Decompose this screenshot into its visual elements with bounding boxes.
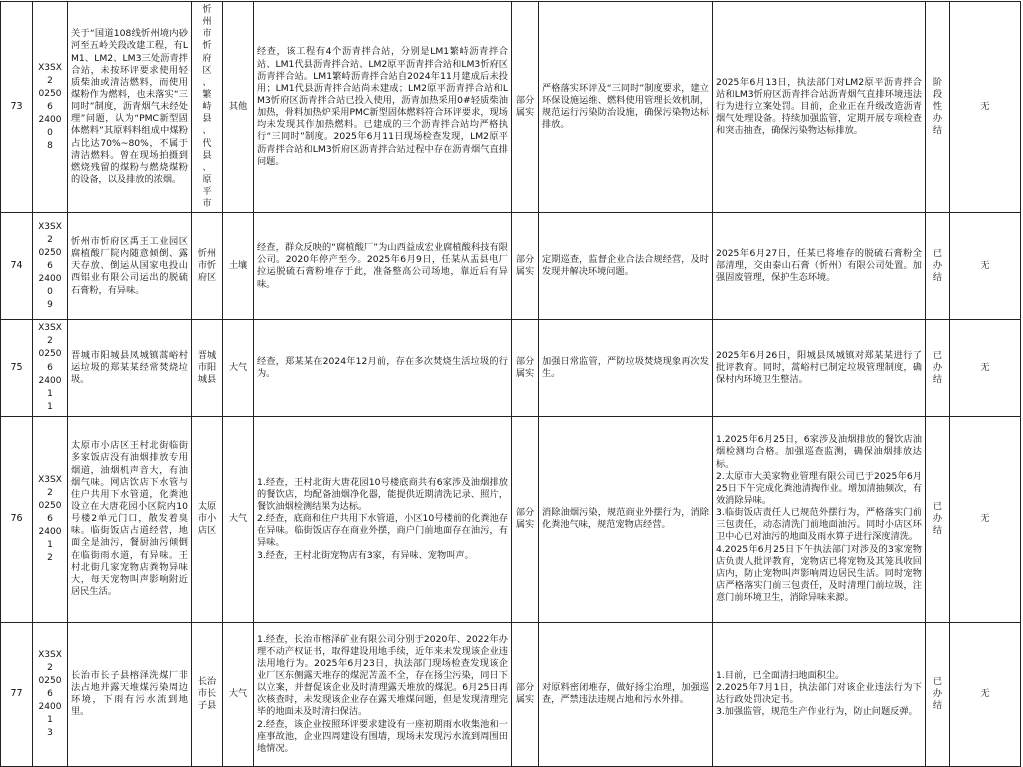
region-cell	[192, 320, 223, 416]
row-number-cell	[1, 416, 33, 622]
table-row	[1, 416, 1021, 622]
rectification-result-line: 3.临街饭店责任人已规范外摆行为，严格落实门前三包责任，动态清洗门前地面油污。同时小店区环卫中心已对油污的地面及雨水算子进行深度清洗。	[716, 507, 922, 543]
investigation-finding-line: 1.经查，长治市榕泽矿业有限公司分别于2020年、2022年办理不动产权证书，取得建设用地手续，近年来未发现该企业违法用地行为。2025年6月23日，执法部门现场检查发现该企业厂区东侧露天堆存的煤泥苫盖不全，存在扬尘污染，同日下以立案，并督促该企业及时清理露天堆放的煤泥。6月25日再次核查时，未发现该企业存在露天堆煤问题，但是发现清理完毕的地面未及时清扫保洁。	[257, 633, 508, 718]
region-line: 府	[202, 52, 212, 64]
row-number: 73	[10, 100, 23, 112]
investigation-finding: 经查，郑某某在2024年12月前，存在多次焚烧生活垃圾的行为。	[257, 355, 508, 380]
case-code-cell	[33, 320, 68, 416]
verdict-line: 属实	[515, 107, 535, 119]
accountability-cell	[950, 622, 1021, 766]
petition-table	[0, 1, 1021, 767]
region-line: 市阳	[197, 361, 217, 373]
case-status-line: 结	[932, 525, 943, 537]
pollution-type: 其他	[228, 101, 248, 113]
complaint-text-cell	[68, 416, 192, 622]
accountability-cell	[950, 320, 1021, 416]
pollution-type: 大气	[228, 513, 248, 525]
region-line: 府区	[197, 272, 217, 284]
investigation-finding-cell	[254, 2, 512, 213]
verdict-line: 部分	[515, 682, 535, 694]
case-code-line: 02506	[38, 88, 62, 112]
case-status-line: 已办	[932, 349, 943, 373]
region-line: 繁	[202, 88, 212, 100]
region-cell	[192, 622, 223, 766]
case-code-line: X3SX2	[38, 323, 62, 347]
rectification-result: 2025年6月13日，执法部门对LM2原平沥青拌合站和LM3忻府区沥青拌合站沥青烟气直排环境违法行为进行立案处罚。目前，企业正在升级改造沥青烟气处理设备。持续加强监管，定期开展专项检查和突击抽查，确保污染物达标排放。	[716, 76, 922, 137]
region-line: 县	[202, 149, 212, 161]
table-row	[1, 213, 1021, 320]
case-code-line: 3	[47, 727, 53, 738]
accountability: 无	[980, 361, 990, 373]
investigation-finding-cell	[254, 416, 512, 622]
case-code-line: 02506	[38, 500, 62, 524]
region-line: 市	[202, 28, 212, 40]
case-status-line: 已办	[932, 248, 943, 272]
table-row	[1, 622, 1021, 766]
region-cell	[192, 2, 223, 213]
rectification-result-line: 1.目前，已全面清扫地面积尘。	[716, 669, 845, 681]
accountability: 无	[980, 513, 990, 525]
case-status-line: 已办	[932, 501, 943, 525]
row-number: 77	[10, 687, 23, 699]
row-number-cell	[1, 213, 33, 320]
verdict-line: 属实	[515, 368, 535, 380]
verdict-line: 部分	[515, 355, 535, 367]
rectification-result: 2025年6月27日，任某已将堆存的脱硫石膏粉全部清理，交由泰山石膏（忻州）有限公司处置。加强固废管理，保护生态环境。	[716, 248, 922, 284]
region-line: 县	[202, 113, 212, 125]
region-line: 代	[202, 137, 212, 149]
investigation-finding-line: 2.经查，底商和住户共用下水管道，小区10号楼前的化粪池存在异味。临街饭店存在商业外摆，商户门前地面存在油污，有异味。	[257, 513, 508, 549]
case-code-line: X3SX2	[38, 474, 62, 498]
region-line: 晋城	[197, 349, 217, 361]
rectification-result-cell	[713, 213, 926, 320]
case-code-line: X3SX2	[38, 649, 62, 673]
verdict-cell	[512, 320, 539, 416]
accountability: 无	[980, 260, 990, 272]
row-number-cell	[1, 622, 33, 766]
case-code-line: 24000	[38, 114, 62, 138]
complaint-text-cell	[68, 320, 192, 416]
complaint-text: 太原市小店区王村北街临街多家饭店没有油烟排放专用烟道，油烟机声音大，有油烟气味。网店饮店下水管与住户共用下水管道，化粪池设立在大唐花园小区院内10号楼2单元门口，散发着臭味。临街饭店占道经营，地面全是油污，餐厨油污倾倒在临街雨水道，有异味。王村北街几家宠物店粪物异味大，每天宠物叫声影响附近居民生活。	[71, 440, 188, 597]
region-line: 区	[202, 64, 212, 76]
rectification-result-cell	[713, 416, 926, 622]
region-line: 市长	[197, 688, 217, 700]
case-status-line: 结	[932, 374, 943, 386]
rectification-measure-cell	[539, 622, 713, 766]
region-line: 、	[202, 161, 212, 173]
rectification-result-line: 2.2025年7月1日，执法部门对该企业违法行为下达行政处罚决定书。	[716, 682, 922, 706]
rectification-result-cell	[713, 622, 926, 766]
region-line: 太原	[197, 501, 217, 512]
rectification-result-line: 2.太原市大美家物业管理有限公司已于2025年6月25日下午完成化粪池清掏作业。增加清抽频次，有效消除异味。	[716, 470, 922, 506]
case-code-line: 24001	[38, 526, 62, 550]
verdict-cell	[512, 2, 539, 213]
complaint-text-cell	[68, 213, 192, 320]
investigation-finding-line: 3.经查，王村北街宠物店有3家，有异味、宠物叫声。	[257, 549, 474, 561]
complaint-text: 长治市长子县榕泽洗煤厂非法占地并露天堆煤污染周边环境，下雨有污水流到地里。	[71, 669, 188, 718]
investigation-finding-cell	[254, 213, 512, 320]
row-number: 74	[10, 260, 23, 272]
case-status-cell	[926, 622, 950, 766]
rectification-result-line: 3.加强监管，规范生产作业行为，防止问题反弹。	[716, 706, 918, 718]
row-number-cell	[1, 2, 33, 213]
verdict-cell	[512, 416, 539, 622]
investigation-finding: 经查，该工程有4个沥青拌合站，分别是LM1繁峙沥青拌合站、LM1代县沥青拌合站、LM2原平沥青拌合站和LM3忻府区沥青拌合站。LM1繁峙沥青拌合站自2024年11月建成后未投用；LM1代县沥青拌合站尚未建成；LM2原平沥青拌合站和LM3忻府区沥青拌合站已投入使用，沥青加热采用0#轻质柴油加热，骨料加热炉采用PMC新型固体燃料符合环评要求，现场均未发现其作加热燃料。已建成的三个沥青拌合站均严格执行“三同时”制度。2025年6月11日现场检查发现，LM2原平沥青拌合站和LM3忻府区沥青拌合站过程中存在沥青烟气直排问题。	[257, 46, 508, 167]
pollution-type-cell	[223, 622, 254, 766]
table-body	[1, 2, 1021, 767]
row-number: 75	[10, 361, 23, 373]
rectification-measure-cell	[539, 2, 713, 213]
case-code-line: 02506	[38, 675, 62, 699]
case-code-cell	[33, 416, 68, 622]
complaint-text: 忻州市忻府区禹王工业园区腐植酸厂院内随意倾倒、露天存放、倒运从国家电投山西铝业有限公司运出的脱硫石膏粉，有异味。	[71, 236, 188, 296]
pollution-type: 大气	[228, 361, 248, 373]
pollution-type: 大气	[228, 688, 248, 700]
verdict-line: 属实	[515, 694, 535, 706]
region-line: 、	[202, 125, 212, 137]
investigation-finding-line: 2.经查，该企业按照环评要求建设有一座初期雨水收集池和一座事故池，企业四周建设有围墙，现场未发现污水流到周围田地情况。	[257, 718, 508, 754]
complaint-text: 晋城市阳城县凤城镇蒿峪村运垃圾的郑某某经常焚烧垃圾。	[71, 349, 188, 386]
rectification-result-cell	[713, 2, 926, 213]
rectification-result-line: 4.2025年6月25日下午执法部门对涉及的3家宠物店负责人批评教育，宠物店已将宠物及其笼具收回店内，防止宠物叫声影响周边居民生活。同时宠物店严格落实门前三包责任，及时清理门前垃圾，注意门前环境卫生，消除异味来源。	[716, 543, 922, 604]
region-cell	[192, 213, 223, 320]
case-code-line: 9	[47, 300, 53, 310]
row-number: 76	[10, 512, 23, 524]
rectification-result: 2025年6月26日，阳城县凤城镇对郑某某进行了批评教育。同时，蒿峪村已制定垃圾管理制度，确保村内环境卫生整洁。	[716, 349, 922, 386]
investigation-finding: 经查，群众反映的“腐植酸厂”为山西益成宏业腐植酸科技有限公司。2020年停产至今。2025年6月9日，任某从盂县电厂拉运脱硫石膏粉堆存于此，准备整高公司场地，靠近后有异味。	[257, 242, 508, 290]
region-cell	[192, 416, 223, 622]
complaint-text-cell	[68, 2, 192, 213]
region-line: 市忻	[197, 260, 217, 272]
case-code-cell	[33, 213, 68, 320]
accountability: 无	[980, 688, 990, 700]
case-status-line: 已办	[932, 676, 943, 700]
verdict-cell	[512, 213, 539, 320]
rectification-measure: 加强日常监管，严防垃圾焚烧现象再次发生。	[542, 355, 709, 380]
case-status-cell	[926, 2, 950, 213]
verdict-line: 属实	[515, 519, 535, 531]
region-line: 、	[202, 76, 212, 88]
rectification-measure: 对原料密闭堆存，做好扬尘治理，加强巡查，严禁违法违规占地和污水外排。	[542, 682, 709, 706]
complaint-text: 关于“国道108线忻州境内砂河至五岭关段改建工程，有LM1、LM2、LM3三处沥青拌合站，未按环评要求使用轻质柴油或清洁燃料，而使用煤粉作为燃料，也未落实“三同时”制度，沥青烟气未经处理”问题，认为“PMC新型固体燃料”其原料料组成中煤粉占比达70%~80%，不属于清洁燃料。曾在现场拍摄到燃烧残留的煤粉与燃烧煤粉的设备，以及排放的浓烟。	[71, 28, 188, 185]
case-code-line: 8	[47, 140, 53, 151]
accountability-cell	[950, 213, 1021, 320]
region-line: 店区	[197, 525, 217, 537]
row-number-cell	[1, 320, 33, 416]
pollution-type-cell	[223, 320, 254, 416]
rectification-result-line: 1.2025年6月25日，6家涉及油烟排放的餐饮店油烟检测均合格。加强巡查监测，确保油烟排放达标。	[716, 434, 922, 470]
region-line: 峙	[202, 101, 212, 113]
region-line: 忻	[202, 4, 212, 15]
region-line: 平	[202, 186, 212, 198]
case-code-line: X3SX2	[38, 221, 62, 245]
pollution-type-cell	[223, 416, 254, 622]
investigation-finding-cell	[254, 622, 512, 766]
case-code-cell	[33, 2, 68, 213]
accountability-cell	[950, 416, 1021, 622]
region-line: 子县	[197, 700, 217, 712]
rectification-measure: 定期巡查，监督企业合法合规经营，及时发现并解决环境问题。	[542, 254, 709, 278]
pollution-type-cell	[223, 2, 254, 213]
rectification-measure: 严格落实环评及“三同时”制度要求，建立环保设施运维、燃料使用管理长效机制，规范运行污染防治设施，确保污染物达标排放。	[542, 82, 709, 131]
pollution-type-cell	[223, 213, 254, 320]
case-status-line: 阶段	[932, 76, 943, 100]
region-line: 城县	[197, 374, 217, 386]
region-line: 市	[202, 198, 212, 210]
case-code-line: 02506	[38, 247, 62, 271]
case-code-cell	[33, 622, 68, 766]
case-code-line: 24000	[38, 273, 62, 297]
region-line: 忻州	[197, 248, 217, 260]
case-status-line: 结	[932, 272, 943, 284]
complaint-text-cell	[68, 622, 192, 766]
case-status-line: 性办	[932, 101, 943, 125]
case-status-cell	[926, 320, 950, 416]
investigation-finding-line: 1.经查，王村北街大唐花园10号楼底商共有6家涉及油烟排放的餐饮店，均配备油烟净化器，能提供近期清洗记录、照片，餐饮油烟检测结果为达标。	[257, 476, 508, 512]
rectification-measure-cell	[539, 416, 713, 622]
verdict-line: 部分	[515, 507, 535, 519]
case-status-line: 结	[932, 125, 943, 137]
rectification-measure: 消除油烟污染，规范商业外摆行为，消除化粪池气味，规范宠物店经营。	[542, 507, 709, 531]
case-code-line: 24001	[38, 701, 62, 725]
region-line: 市小	[197, 513, 217, 525]
verdict-cell	[512, 622, 539, 766]
table-row	[1, 2, 1021, 213]
case-status-cell	[926, 213, 950, 320]
rectification-result-cell	[713, 320, 926, 416]
rectification-measure-cell	[539, 320, 713, 416]
verdict-line: 部分	[515, 95, 535, 107]
case-code-line: 2	[47, 552, 53, 563]
region-line: 州	[202, 16, 212, 28]
region-line: 长治	[197, 676, 217, 687]
accountability: 无	[980, 101, 990, 113]
accountability-cell	[950, 2, 1021, 213]
case-code-line: X3SX2	[38, 62, 62, 86]
case-code-line: 1	[47, 401, 53, 412]
rectification-measure-cell	[539, 213, 713, 320]
case-code-line: 02506	[38, 349, 62, 373]
verdict-line: 部分	[515, 254, 535, 266]
investigation-finding-cell	[254, 320, 512, 416]
region-line: 原	[202, 173, 212, 185]
case-status-cell	[926, 416, 950, 622]
pollution-type: 土壤	[228, 260, 248, 272]
case-code-line: 24001	[38, 375, 62, 399]
region-line: 忻	[202, 40, 212, 52]
verdict-line: 属实	[515, 266, 535, 278]
case-status-line: 结	[932, 700, 943, 712]
table-row	[1, 320, 1021, 416]
